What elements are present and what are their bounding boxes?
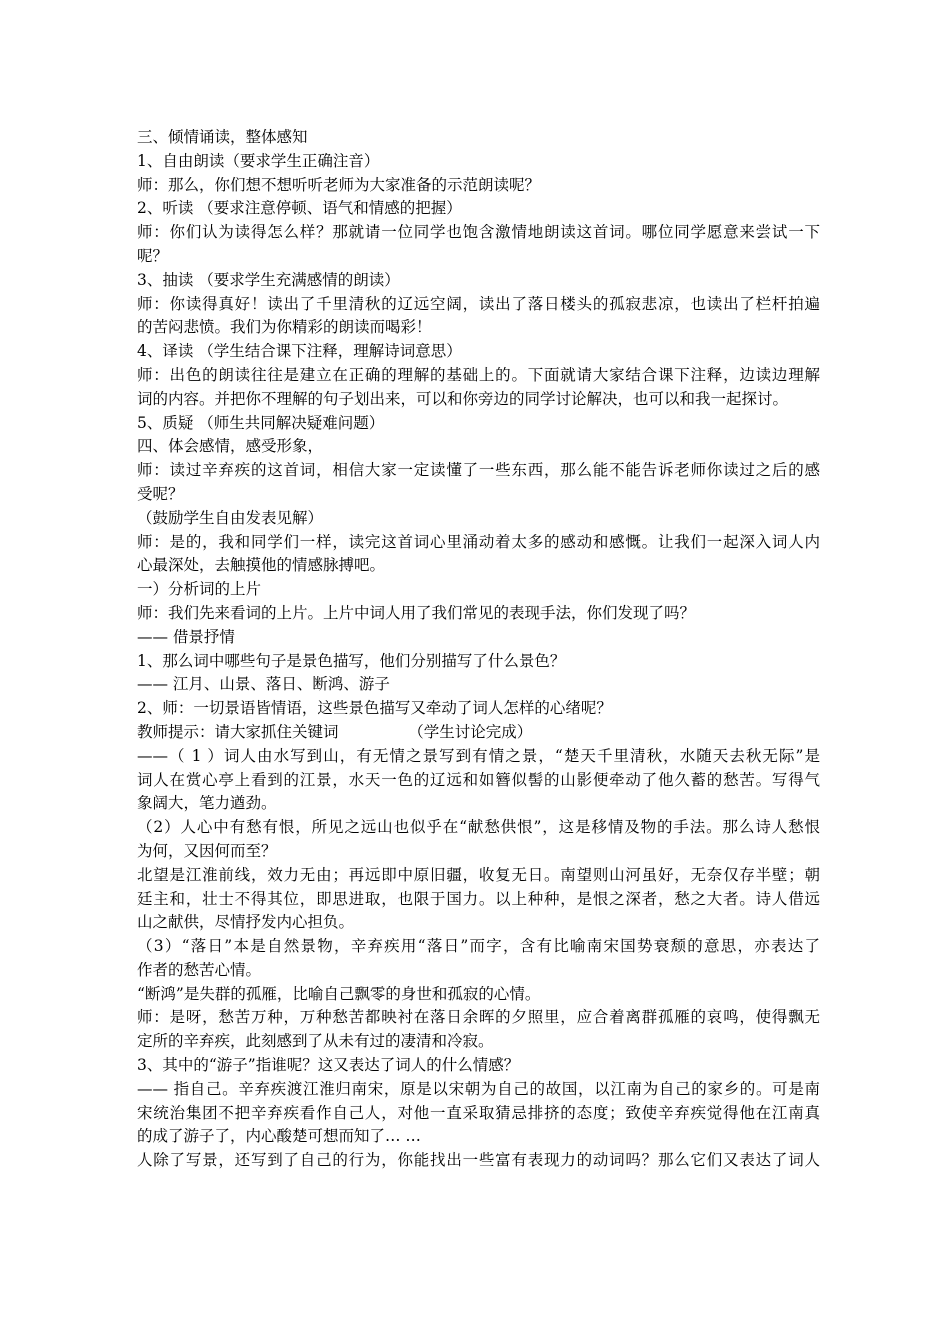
text-line: 的苦闷悲愤。我们为你精彩的朗读而喝彩！ [137,318,432,337]
text-line: 1、自由朗读（要求学生正确注音） [137,151,380,170]
text-line: 师：是的，我和同学们一样，读完这首词心里涌动着太多的感动和感慨。让我们一起深入词人内 [137,532,820,551]
text-line: 受呢？ [137,484,184,503]
text-line: 宋统治集团不把辛弃疾看作自己人，对他一直采取猜忌排挤的态度；致使辛弃疾觉得他在江南真 [137,1103,820,1122]
text-line: 2、听读 （要求注意停顿、语气和情感的把握） [137,199,462,218]
text-line: 心最深处，去触摸他的情感脉搏吧。 [137,556,386,575]
text-line: 师：出色的朗读往往是建立在正确的理解的基础上的。下面就请大家结合课下注释，边读边理解 [137,365,820,384]
text-line: 3、抽读 （要求学生充满感情的朗读） [137,270,400,289]
text-line: 廷主和，壮士不得其位，即思进取，也限于国力。以上种种，是恨之深者，愁之大者。诗人借远 [137,889,820,908]
document-body [137,126,820,1173]
text-line: 1、那么词中哪些句子是景色描写，他们分别描写了什么景色？ [137,651,566,670]
text-line: 师：我们先来看词的上片。上片中词人用了我们常见的表现手法，你们发现了吗？ [137,603,696,622]
text-line: 呢？ [137,246,169,265]
text-line: 词的内容。并把你不理解的句子划出来，可以和你旁边的同学讨论解决，也可以和我一起探讨。 [137,389,789,408]
text-line: ——（ 1 ）词人由水写到山，有无情之景写到有情之景，“楚天千里清秋，水随天去秋无际”是 [137,746,820,765]
text-line: 为何，又因何而至？ [137,841,277,860]
text-line: 3、其中的“游子”指谁呢？这又表达了词人的什么情感？ [137,1056,520,1075]
text-line: 四、体会感情，感受形象， [137,437,324,456]
text-line: （鼓励学生自由发表见解） [137,508,324,527]
text-line: —— 指自己。辛弃疾渡江淮归南宋，原是以宋朝为自己的故国，以江南为自己的家乡的。可是南 [137,1079,820,1098]
text-line: 师：读过辛弃疾的这首词，相信大家一定读懂了一些东西，那么能不能告诉老师你读过之后的感 [137,461,820,480]
text-line: 三、倾情诵读，整体感知 [137,128,308,146]
text-line: 象阔大，笔力遒劲。 [137,794,277,813]
text-line: 教师提示：请大家抓住关键词 （学生讨论完成） [137,722,533,741]
text-line: —— 江月、山景、落日、断鸿、游子 [137,675,390,694]
text-line: 5、质疑 （师生共同解决疑难问题） [137,413,385,432]
text-line: 北望是江淮前线，效力无由；再远即中原旧疆，收复无日。南望则山河虽好，无奈仅存半壁；朝 [137,865,820,884]
text-line: 师：你读得真好！读出了千里清秋的辽远空阔，读出了落日楼头的孤寂悲凉，也读出了栏杆拍遍 [137,294,820,313]
text-line: 的成了游子了，内心酸楚可想而知了… … [137,1127,421,1146]
text-line: 词人在赏心亭上看到的江景，水天一色的辽远和如簪似髻的山影便牵动了他久蓄的愁苦。写得气 [137,770,820,789]
text-line: 山之献供，尽情抒发内心担负。 [137,913,355,932]
text-line: 师：那么，你们想不想听听老师为大家准备的示范朗读呢？ [137,175,541,194]
text-line: 定所的辛弃疾，此刻感到了从未有过的凄清和冷寂。 [137,1032,494,1051]
text-line: “断鸿”是失群的孤雁，比喻自己飘零的身世和孤寂的心情。 [137,984,541,1003]
text-line: 师：是呀，愁苦万种，万种愁苦都映衬在落日余晖的夕照里，应合着离群孤雁的哀鸣，使得飘无 [137,1008,820,1027]
text-line: —— 借景抒情 [137,627,235,646]
text-line: 作者的愁苦心情。 [137,960,262,979]
text-line: （3）“落日”本是自然景物，辛弃疾用“落日”而字，含有比喻南宋国势衰颓的意思，亦表达了 [137,937,820,956]
text-line: 2、师：一切景语皆情语，这些景色描写又牵动了词人怎样的心绪呢？ [137,699,612,718]
text-line: 师：你们认为读得怎么样？那就请一位同学也饱含激情地朗读这首词。哪位同学愿意来尝试一下 [137,223,820,242]
text-line: 人除了写景，还写到了自己的行为，你能找出一些富有表现力的动词吗？那么它们又表达了词人 [137,1151,820,1170]
text-line: 一）分析词的上片 [137,580,262,599]
text-line: 4、译读 （学生结合课下注释，理解诗词意思） [137,342,462,361]
text-line: （2）人心中有愁有恨，所见之远山也似乎在“献愁供恨”，这是移情及物的手法。那么诗人愁恨 [137,818,820,837]
